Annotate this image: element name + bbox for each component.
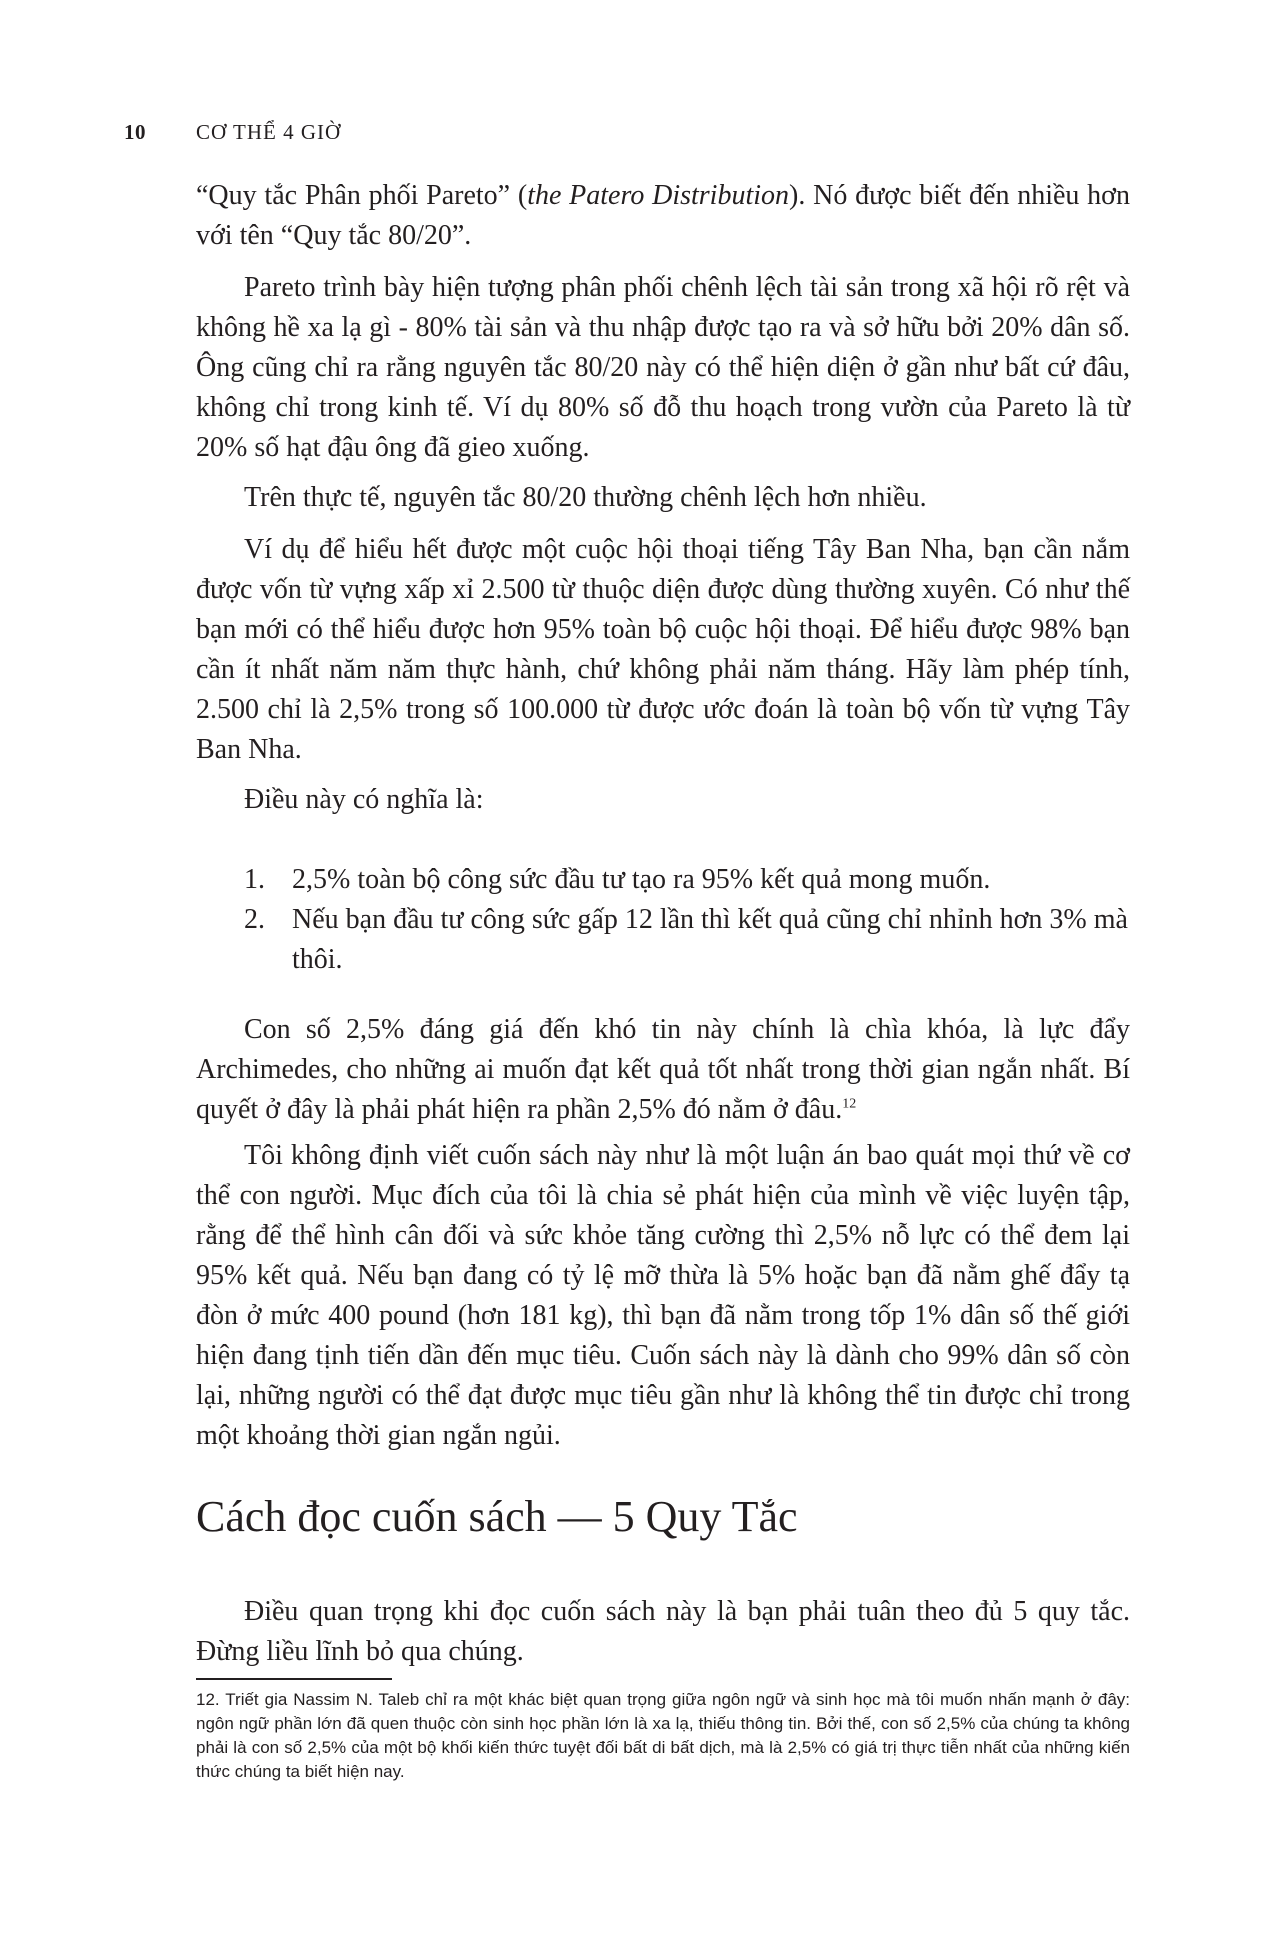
list-item-text: 2,5% toàn bộ công sức đầu tư tạo ra 95% kết quả mong muốn.: [292, 864, 991, 895]
list-item-text: Nếu bạn đầu tư công sức gấp 12 lần thì kết quả cũng chỉ nhỉnh hơn 3% mà thôi.: [292, 904, 1128, 975]
paragraph-5: Điều này có nghĩa là:: [244, 784, 484, 815]
paragraph-7: Tôi không định viết cuốn sách này như là một luận án bao quát mọi thứ về cơ thể con người. Mục đích của tôi là chia sẻ phát hiện của mình về việc luyện tập, rằng để thể hình cân đối và sức khỏe tăng cường thì 2,5% nỗ lực có thể đem lại 95% kết quả. Nếu bạn đang có tỷ lệ mỡ thừa là 5% hoặc bạn đã nằm ghế đẩy tạ đòn ở mức 400 pound (hơn 181 kg), thì bạn đã nằm trong tốp 1% dân số thế giới hiện đang tịnh tiến dần đến mục tiêu. Cuốn sách này là dành cho 99% dân số còn lại, những người có thể đạt được mục tiêu gần như là không thể tin được chỉ trong một khoảng thời gian ngắn ngủi.: [196, 1140, 1130, 1451]
list-item: [196, 900, 1130, 980]
list-item: [196, 860, 1130, 900]
paragraph-1-italic: the Patero Distribution: [527, 180, 790, 211]
running-title: CƠ THỂ 4 GIỜ: [196, 120, 342, 144]
result-list: [196, 860, 1130, 980]
paragraph-1: [196, 176, 1130, 256]
paragraph-2: Pareto trình bày hiện tượng phân phối chênh lệch tài sản trong xã hội rõ rệt và không hề xa lạ gì - 80% tài sản và thu nhập được tạo ra và sở hữu bởi 20% dân số. Ông cũng chỉ ra rằng nguyên tắc 80/20 này có thể hiện diện ở gần như bất cứ đâu, không chỉ trong kinh tế. Ví dụ 80% số đỗ thu hoạch trong vườn của Pareto là từ 20% số hạt đậu ông đã gieo xuống.: [196, 272, 1130, 463]
list-item-number: 1.: [244, 864, 265, 895]
paragraph-1-end: ). Nó được biết đến nhiều hơn với tên “Quy tắc 80/20”.: [196, 180, 1130, 251]
paragraph-6-text: Con số 2,5% đáng giá đến khó tin này chính là chìa khóa, là lực đẩy Archimedes, cho những ai muốn đạt kết quả tốt nhất trong thời gian ngắn nhất. Bí quyết ở đây là phải phát hiện ra phần 2,5% đó nằm ở đâu.: [196, 1014, 1130, 1125]
paragraph-3: Trên thực tế, nguyên tắc 80/20 thường chênh lệch hơn nhiều.: [244, 482, 927, 513]
paragraph-1-start: “Quy tắc Phân phối Pareto” (: [196, 180, 528, 211]
paragraph-8: Điều quan trọng khi đọc cuốn sách này là bạn phải tuân theo đủ 5 quy tắc. Đừng liều lĩnh bỏ qua chúng.: [196, 1596, 1130, 1667]
footnote-reference[interactable]: 12: [842, 1096, 857, 1112]
page-number: 10: [124, 120, 146, 144]
list-item-number: 2.: [244, 904, 265, 935]
section-heading: Cách đọc cuốn sách — 5 Quy Tắc: [196, 1492, 798, 1541]
paragraph-6: [196, 1010, 1130, 1130]
page-header: [124, 120, 341, 145]
footnote-12: 12. Triết gia Nassim N. Taleb chỉ ra một khác biệt quan trọng giữa ngôn ngữ và sinh học mà tôi muốn nhấn mạnh ở đây: ngôn ngữ phần lớn đã quen thuộc còn sinh học phần lớn là xa lạ, thiếu thông tin. Bởi thế, con số 2,5% của chúng ta không phải là con số 2,5% của một bộ khối kiến thức tuyệt đối bất di bất dịch, mà là 2,5% có giá trị thực tiễn nhất của những kiến thức chúng ta biết hiện nay.: [196, 1690, 1130, 1781]
paragraph-4: Ví dụ để hiểu hết được một cuộc hội thoại tiếng Tây Ban Nha, bạn cần nắm được vốn từ vựng xấp xỉ 2.500 từ thuộc diện được dùng thường xuyên. Có như thế bạn mới có thể hiểu được hơn 95% toàn bộ cuộc hội thoại. Để hiểu được 98% bạn cần ít nhất năm năm thực hành, chứ không phải năm tháng. Hãy làm phép tính, 2.500 chỉ là 2,5% trong số 100.000 từ được ước đoán là toàn bộ vốn từ vựng Tây Ban Nha.: [196, 534, 1130, 765]
footnote-divider: [196, 1678, 392, 1680]
